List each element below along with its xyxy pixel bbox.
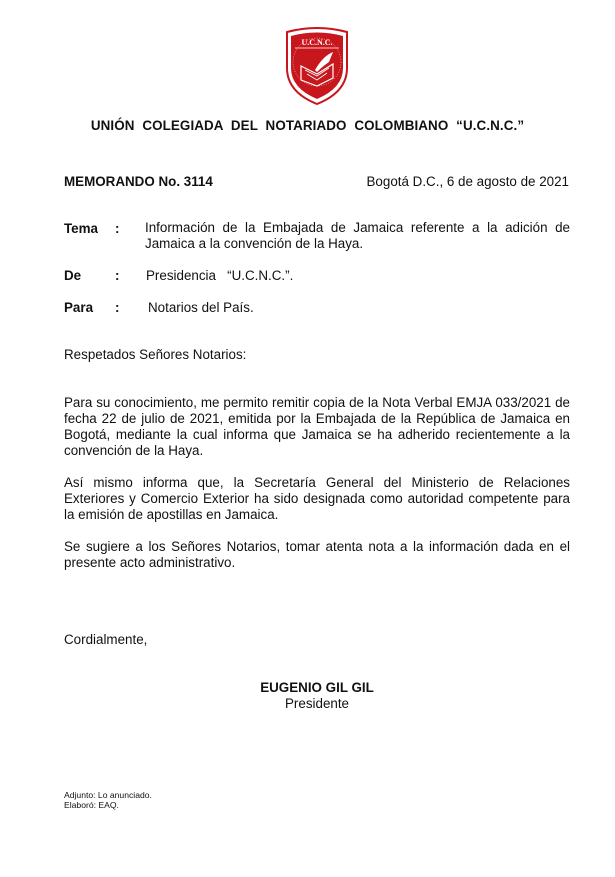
tema-value [145,220,570,252]
memo-date: Bogotá D.C., 6 de agosto de 2021 [366,174,569,189]
tema-colon: : [115,221,120,236]
body-paragraph-1: Para su conocimiento, me permito remitir copia de la Nota Verbal EMJA 033/2021 de fecha 22 de julio de 2021, emitida por la Embajada de la República de Jamaica en Bogotá, mediante la cual informa que Jamaica se ha adherido recientemente a la convención de la Haya. [64,395,570,458]
tema-value-line2: Jamaica a la convención de la Haya. [145,236,364,251]
prepared-by-note: Elaboró: EAQ. [64,800,119,810]
signature-title: Presidente [284,696,350,711]
greeting: Respetados Señores Notarios: [64,347,247,362]
tema-label: Tema [64,221,98,236]
shield-icon [281,26,353,106]
para-colon: : [115,300,120,315]
body-paragraph-2: Así mismo informa que, la Secretaría General del Ministerio de Relaciones Exteriores y Comercio Exterior ha sido designada como autoridad competente para la emisión de apostillas en Jamaica. [64,475,570,522]
attachment-note: Adjunto: Lo anunciado. [64,790,152,800]
tema-value-line1: Información de la Embajada de Jamaica referente a la adición de [145,220,570,235]
de-label: De [64,268,82,283]
signature-name: EUGENIO GIL GIL [260,680,374,695]
ucnc-emblem [281,26,353,106]
para-label: Para [64,300,94,315]
body-paragraph-3: Se sugiere a los Señores Notarios, tomar atenta nota a la información dada en el presente acto administrativo. [64,539,570,570]
de-colon: : [115,268,120,283]
organization-title: UNIÓN COLEGIADA DEL NOTARIADO COLOMBIANO “U.C.N.C.” [90,118,525,133]
memo-number: MEMORANDO No. 3114 [64,174,213,189]
emblem-text: U.C.N.C. [301,38,333,47]
para-value: Notarios del País. [148,300,254,315]
closing: Cordialmente, [64,632,148,647]
de-value: Presidencia “U.C.N.C.”. [146,268,294,283]
